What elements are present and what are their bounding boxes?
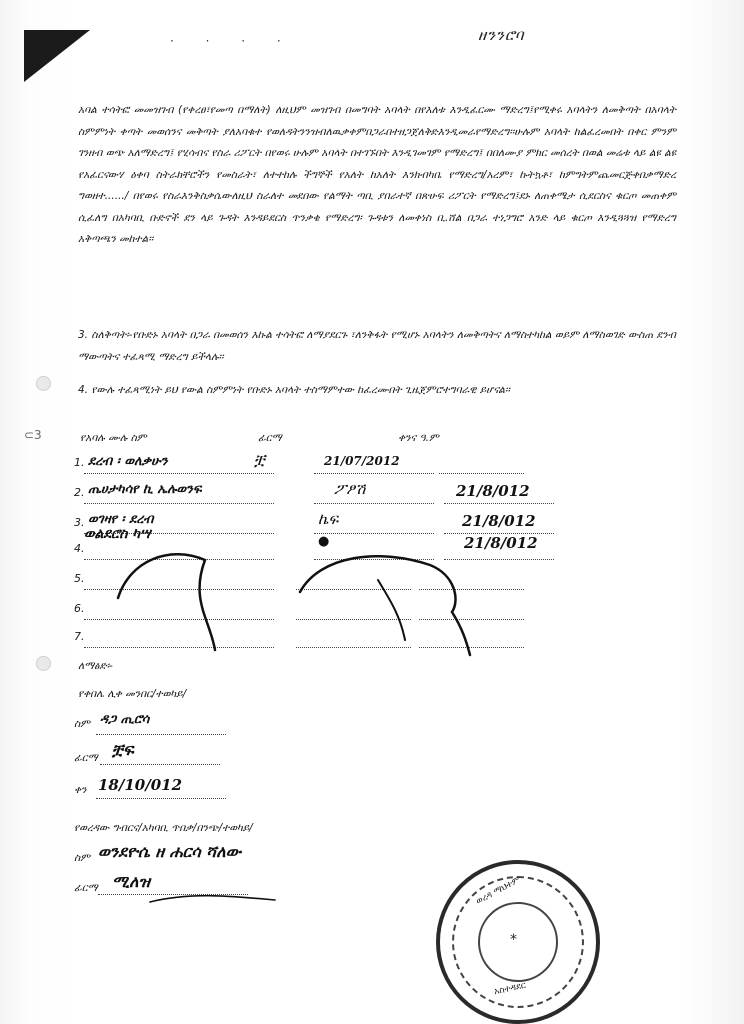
member-signature: ፖፆሽ xyxy=(334,480,366,498)
chair-signature: ቿፍ xyxy=(112,740,134,759)
member-date: 21/07/2012 xyxy=(324,454,400,468)
paragraph-duties: አባል ተሳትፎ መመዝገብ (የቀረፀ፣የመጣ በማለት) ለዚህም መዝገብ በመግባት አባላት በየእለቱ እንዲፈርሙ ማድረግ፤የሚቀሩ አባላትን ለመቅጣት በአባላት ስምምነት ቀጣት መወሰንና መቅጣት ያለአባቁተ የወለዳትንንዝብለዉቃቀምበጋራበተዘጋጀለቅድእንዲመራየማድረግ፡፡ሁሉም አባላት ከልፈረመበት በቀር ምንም ገንዘብ ወጭ አለማድረግ፤ የሂሳብና የስራ ሪፖርት በየወሩ ሁሉም አባላት በተገኙበት እንዲገመገም የማድረግ፤ በበለሙያ ምክር መሰረት በወል መሬቱ ላይ ልዩ ልዩ የአፈርናውሃ ዕቀባ ስትራክቸሮችን የመስራት፣ ለተተከሉ ችግኞች የአለት ከአለት እንክብካቤ የማድረግ/አረም፣ ኩትኳቶ፣ ከምግትምጨመርጅቀበቃማድረ ግወዘተ....../ በየወሩ የስራእንቅስቃሴውለዚህ ስራለተ መደበው የልማት ጣቢ ያበራተኛ በጽሁፍ ሪፖርት የማድረግ፤ደኑ ለጠቀሜታ ሲደርስና ቁርጦ መጠቀም ሲፈለግ በአካባቢ ቡድኖች ደን ላይ ጉዳት እንዳይደርስ ጥንቃቄ የማድረግ፡ ጉዳቱን ለመቀነስ ቢ.ሸል በጋራ ተነጋግሮ አንድ ላይ ቁርጦ እንዲጓጓዝ የማድረግ አቅጣጫን መከተል፡፡ xyxy=(78,104,676,245)
office-title: የወረዳው ግብርና/አካባቢ ጥበቃ/በንጭ/ተወካይ/ xyxy=(74,822,253,834)
chair-title: የቀበሌ ሊቀ መንበር/ተወካይ/ xyxy=(78,688,187,700)
chair-date-label: ቀን xyxy=(74,784,87,796)
office-name-label: ስም xyxy=(74,852,90,864)
member-signature: ኬፍ xyxy=(318,510,339,528)
member-name: ወገዛየ ፡ ደረብ xyxy=(88,512,154,527)
row-number: 4. xyxy=(74,542,85,555)
member-name: ደረብ ፡ ወለቃሁን xyxy=(88,454,168,469)
row-number: 3. xyxy=(74,516,85,529)
column-date-header: ቀንና ዓ.ም xyxy=(398,432,439,444)
row-number: 7. xyxy=(74,630,85,643)
member-date: 21/8/012 xyxy=(462,512,536,530)
member-date: 21/8/012 xyxy=(464,534,538,552)
official-seal: ወረዳ ማህተም አስተዳደር * xyxy=(436,860,600,1024)
column-signature-header: ፊርማ xyxy=(258,432,282,444)
member-name: ጤሀታካሳየ ኪ ኤሉወንፍ xyxy=(88,482,202,497)
row-number: 5. xyxy=(74,572,85,585)
approval-heading: ለማፅድ፡- xyxy=(78,660,113,672)
page-reference: ዘንንሮባ xyxy=(478,26,525,44)
column-name-header: የአባሉ ሙሉ ስም xyxy=(80,432,147,444)
row-number: 6. xyxy=(74,602,85,615)
chair-name-label: ስም xyxy=(74,718,90,730)
paragraph-effectiveness: 4. የውሉ ተፈጻሚነት ይህ የውል ስምምነት የቡድኑ አባላት ተስማምተው ከፈረሙበት ጊዜጀምሮተግባራዊ ይሆናል፡፡ xyxy=(78,384,510,396)
scan-dots: · · · · xyxy=(170,34,295,48)
chair-name: ዳጋ ጢሮሳ xyxy=(100,712,150,727)
chair-signature-label: ፊርማ xyxy=(74,752,98,764)
member-name: ወልደሮስ ካሣ xyxy=(84,526,151,542)
member-signature: ● xyxy=(318,534,330,549)
chair-date: 18/10/012 xyxy=(98,776,183,794)
office-signature: ሚለዝ xyxy=(112,872,150,891)
margin-mark: ⊂3 xyxy=(24,428,42,442)
office-signature-label: ፊርማ xyxy=(74,882,98,894)
row-number: 2. xyxy=(74,486,85,499)
row-number: 1. xyxy=(74,456,85,469)
office-name: ወንደዮሴ ዘ ሐርሳ ሻለው xyxy=(98,842,241,861)
paragraph-penalty: 3. ስለቅጣት፡-የቡድኑ አባላት በጋራ በመወሰን እኩል ተሳትፎ ለማያደርጉ ፣ለንቅፋት የሚሆኑ አባላትን ለመቅጣትና ለማስተካከል ወይም ለማስወገድ ውስጠ ደንብ ማውጣትና ተፈጻሚ ማድረግ ይችላሉ፡፡ xyxy=(78,329,676,363)
member-signature: ቿ xyxy=(254,450,265,469)
member-date: 21/8/012 xyxy=(456,482,530,500)
